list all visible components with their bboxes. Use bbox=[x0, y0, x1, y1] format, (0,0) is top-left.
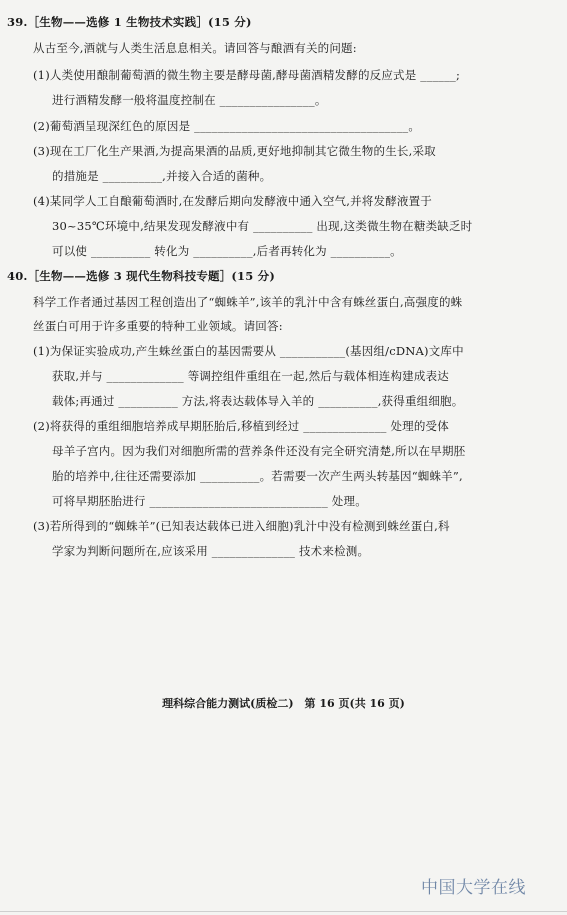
question-39-part-1-line-2: 进行酒精发酵一般将温度控制在 ________________。 bbox=[52, 93, 327, 107]
bottom-divider bbox=[0, 911, 567, 912]
question-39-part-3-line-1: (3)现在工厂化生产果酒,为提高果酒的品质,更好地抑制其它微生物的生长,采取 bbox=[33, 144, 436, 158]
question-39-heading: 39.［生物——选修 1 生物技术实践］(15 分) bbox=[7, 15, 252, 29]
question-40-part-3-line-2: 学家为判断问题所在,应该采用 ______________ 技术来检测。 bbox=[52, 544, 370, 558]
question-39-part-4-line-3: 可以使 __________ 转化为 __________,后者再转化为 __________。 bbox=[52, 244, 402, 258]
question-40-intro-line-1: 科学工作者通过基因工程创造出了“蜘蛛羊”,该羊的乳汁中含有蛛丝蛋白,高强度的蛛 bbox=[33, 295, 463, 309]
question-40-part-2-line-4: 可将早期胚胎进行 ______________________________ 处理。 bbox=[52, 494, 367, 508]
question-40-part-1-line-3: 载体;再通过 __________ 方法,将表达载体导入羊的 __________,获得重组细胞。 bbox=[52, 394, 464, 408]
page-footer: 理科综合能力测试(质检二) 第 16 页(共 16 页) bbox=[162, 697, 405, 710]
question-40-intro-line-2: 丝蛋白可用于许多重要的特种工业领域。请回答: bbox=[33, 319, 283, 333]
question-40-part-1-line-1: (1)为保证实验成功,产生蛛丝蛋白的基因需要从 ___________(基因组/cDNA)文库中 bbox=[33, 344, 464, 358]
question-40-part-3-line-1: (3)若所得到的“蜘蛛羊”(已知表达载体已进入细胞)乳汁中没有检测到蛛丝蛋白,科 bbox=[33, 519, 450, 533]
question-40-part-1-line-2: 获取,并与 _____________ 等调控组件重组在一起,然后与载体相连构建成表达 bbox=[52, 369, 449, 383]
question-40-part-2-line-3: 胎的培养中,往往还需要添加 __________。若需要一次产生两头转基因“蜘蛛羊”, bbox=[52, 469, 463, 483]
question-39-part-4-line-2: 30~35℃环境中,结果发现发酵液中有 __________ 出现,这类微生物在糖类缺乏时 bbox=[52, 219, 473, 233]
question-40-heading: 40.［生物——选修 3 现代生物科技专题］(15 分) bbox=[7, 269, 276, 283]
question-39-part-1-line-1: (1)人类使用酿制葡萄酒的微生物主要是酵母菌,酵母菌酒精发酵的反应式是 ______; bbox=[33, 68, 461, 82]
watermark-logo-text: 中国大学在线 bbox=[421, 878, 526, 898]
question-39-intro: 从古至今,酒就与人类生活息息相关。请回答与酿酒有关的问题: bbox=[33, 41, 357, 55]
question-39-part-3-line-2: 的措施是 __________,并接入合适的菌种。 bbox=[52, 169, 272, 183]
question-40-part-2-line-2: 母羊子宫内。因为我们对细胞所需的营养条件还没有完全研究清楚,所以在早期胚 bbox=[52, 444, 466, 458]
question-40-part-2-line-1: (2)将获得的重组细胞培养成早期胚胎后,移植到经过 ______________ 处理的受体 bbox=[33, 419, 449, 433]
question-39-part-2: (2)葡萄酒呈现深红色的原因是 ____________________________________。 bbox=[33, 119, 421, 133]
question-39-part-4-line-1: (4)某同学人工自酿葡萄酒时,在发酵后期向发酵液中通入空气,并将发酵液置于 bbox=[33, 194, 432, 208]
